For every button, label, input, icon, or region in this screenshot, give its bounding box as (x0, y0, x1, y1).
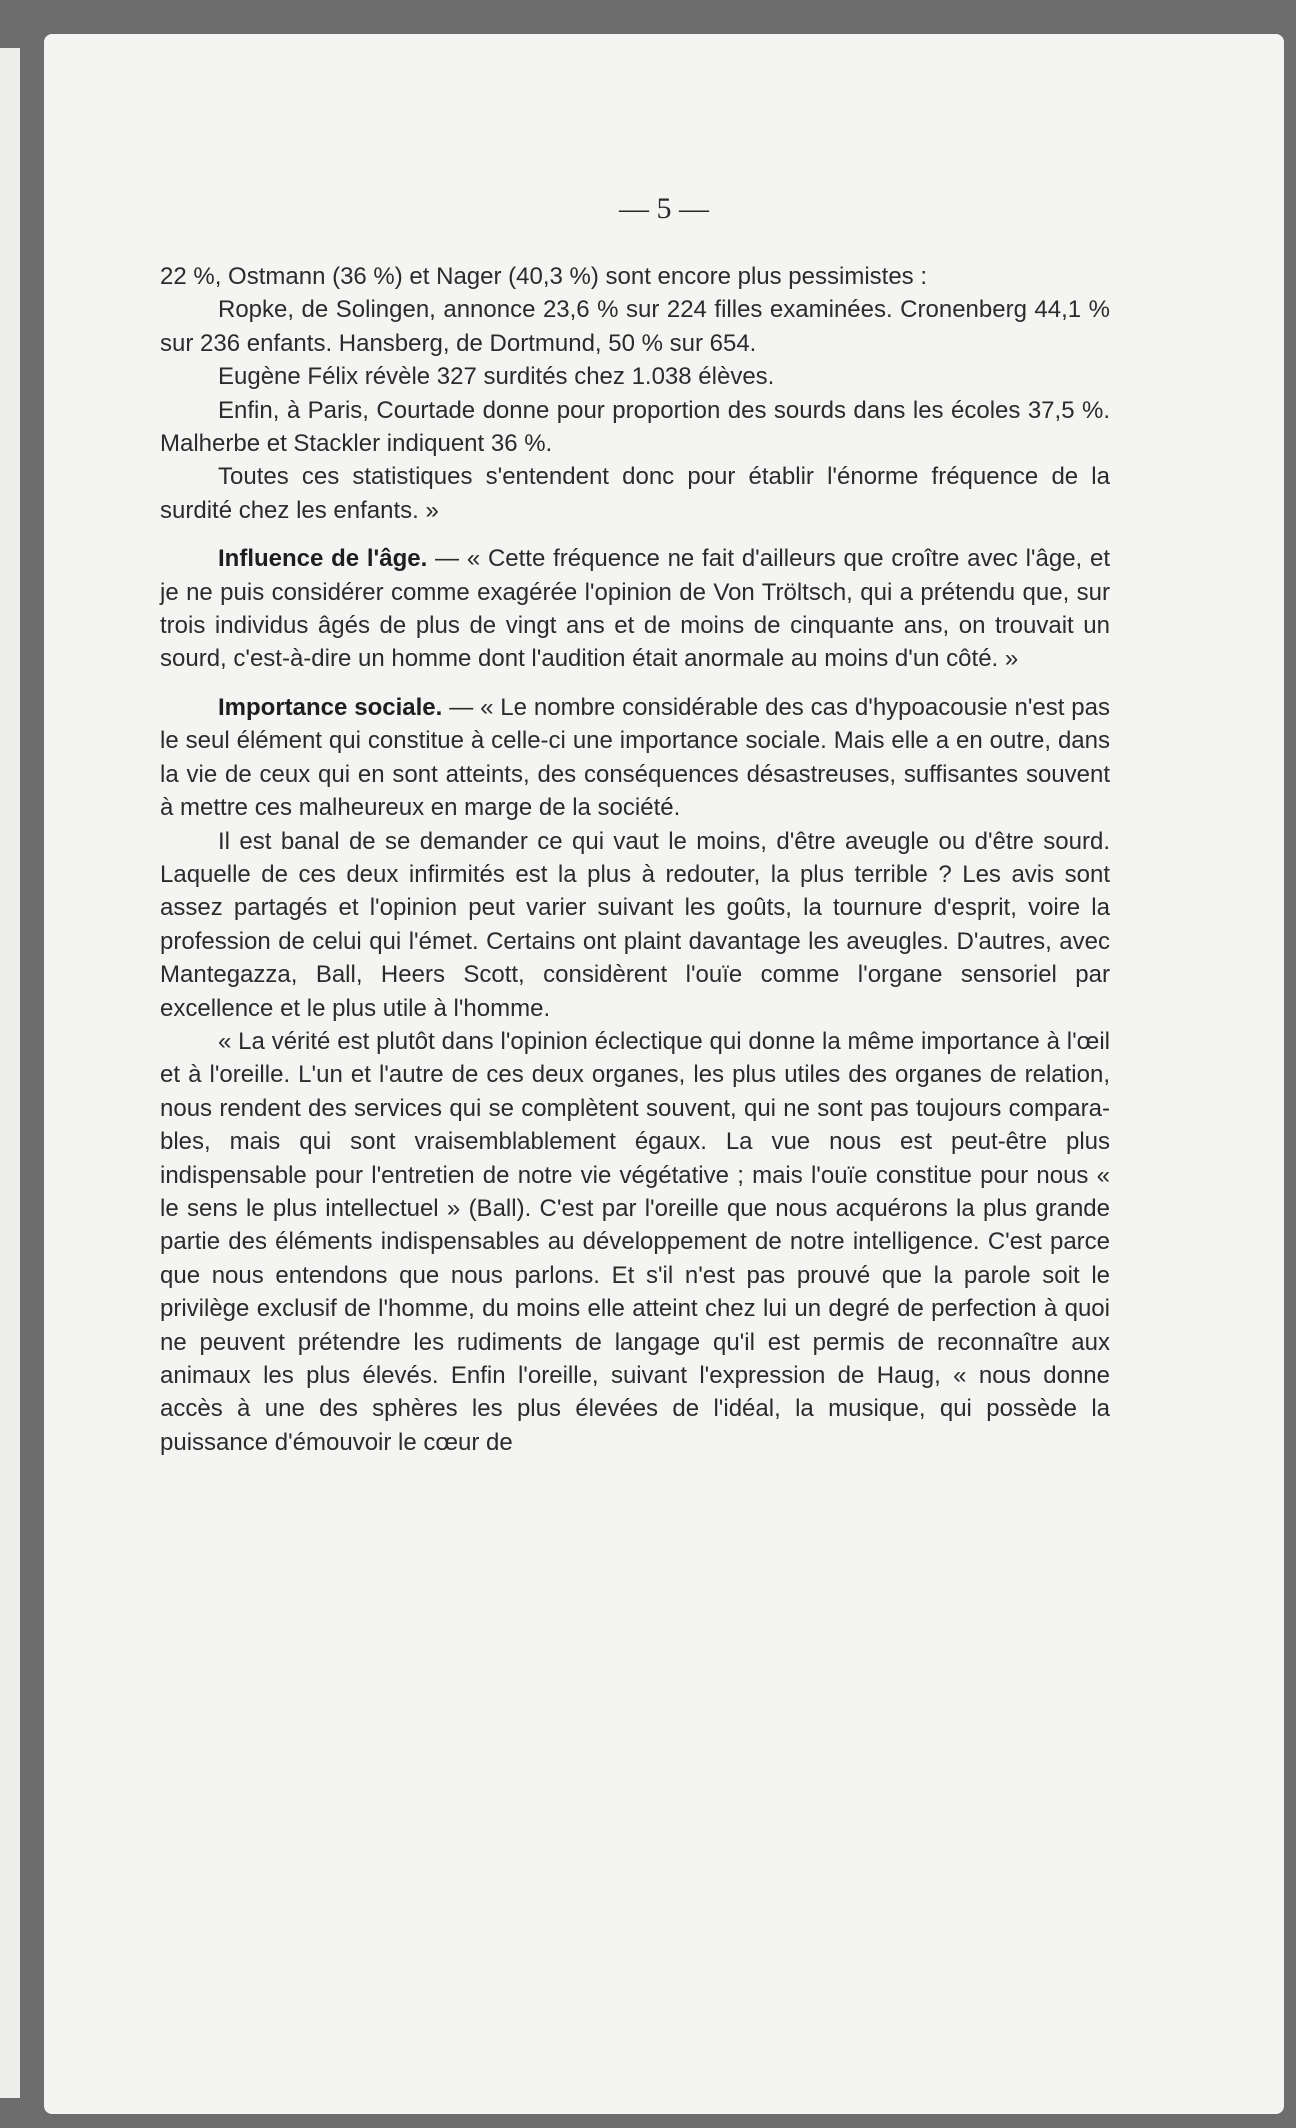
paragraph: Il est banal de se demander ce qui vaut le moins, d'être aveugle ou d'être sourd. Laquelle de ces deux infirmités est la plus à redouter, la plus terrible ? Les avis sont assez partagés et l'opinion peut varier suivant les goûts, la tournure d'esprit, voire la profession de celui qui l'émet. Certains ont plaint davantage les aveugles. D'autres, avec Mantegazza, Ball, Heers Scott, considèrent l'ouïe comme l'organe sensoriel par excellence et le plus utile à l'homme. (160, 827, 1110, 1022)
paragraph-body: — « Cette fréquence ne fait d'ailleurs que croître avec l'âge, et je ne puis considérer comme exagérée l'opinion de Von Tröltsch, qui a prétendu que, sur trois individus âgés de plus de vingt ans et de moins de cinquante ans, on trouvait un sourd, c'est-à-dire un homme dont l'audition était anormale au moins d'un côté. » (160, 545, 1111, 673)
document-page (44, 34, 1284, 2114)
paragraph: Enfin, à Paris, Courtade donne pour proportion des sourds dans les écoles 37,5 %. Malherbe et Stackler indiquent 36 %. (160, 396, 1110, 458)
page-number: — 5 — (619, 192, 709, 225)
paragraph-body: — « Le nombre considérable des cas d'hypoacousie n'est pas le seul élément qui constitue à celle-ci une importance sociale. Mais elle a en outre, dans la vie de ceux qui en sont atteints, des conséquences désastreuses, suffisantes souvent à mettre ces malheureux en marge de la société. (160, 693, 1110, 822)
section-paragraph (160, 691, 1110, 825)
paragraph: Ropke, de Solingen, annonce 23,6 % sur 224 filles examinées. Cronenberg 44,1 % sur 236 enfants. Hansberg, de Dortmund, 50 % sur 654. (160, 296, 1110, 357)
body-text (160, 260, 1110, 1459)
paragraph: Toutes ces statistiques s'entendent donc pour établir l'énorme fréquence de la surdité chez les enfants. » (160, 463, 1110, 524)
paragraph: « La vérité est plutôt dans l'opinion éclectique qui donne la même importance à l'œil et à l'oreille. L'un et l'autre de ces deux organes, les plus utiles des organes de relation, nous rendent des services qui se complètent souvent, qui ne sont pas toujours comparables, mais qui sont vraisemblablement égaux. La vue nous est peut-être plus indispensable pour l'entretien de notre vie végétative ; mais l'ouïe constitue pour nous « le sens le plus intellectuel » (Ball). C'est par l'oreille que nous acquérons la plus grande partie des éléments indispensables au développement de notre intelligence. C'est parce que nous entendons que nous parlons. Et s'il n'est pas prouvé que la parole soit le privilège exclusif de l'homme, du moins elle atteint chez lui un degré de perfection à quoi ne peuvent prétendre les rudiments de langage qu'il est permis de reconnaître aux animaux les plus élevés. Enfin l'oreille, suivant l'expression de Haug, « nous donne accès à une des sphères les plus élevées de l'idéal, la musique, qui possède la puissance d'émouvoir le cœur de (160, 1027, 1110, 1456)
previous-page-edge (0, 48, 20, 2098)
paragraph: 22 %, Ostmann (36 %) et Nager (40,3 %) sont encore plus pessimistes : (160, 263, 928, 290)
section-heading: Influence de l'âge. (218, 545, 428, 573)
section-paragraph (160, 542, 1110, 676)
paragraph: Eugène Félix révèle 327 surdités chez 1.038 élèves. (218, 363, 775, 391)
section-heading: Importance sociale. (218, 693, 443, 721)
